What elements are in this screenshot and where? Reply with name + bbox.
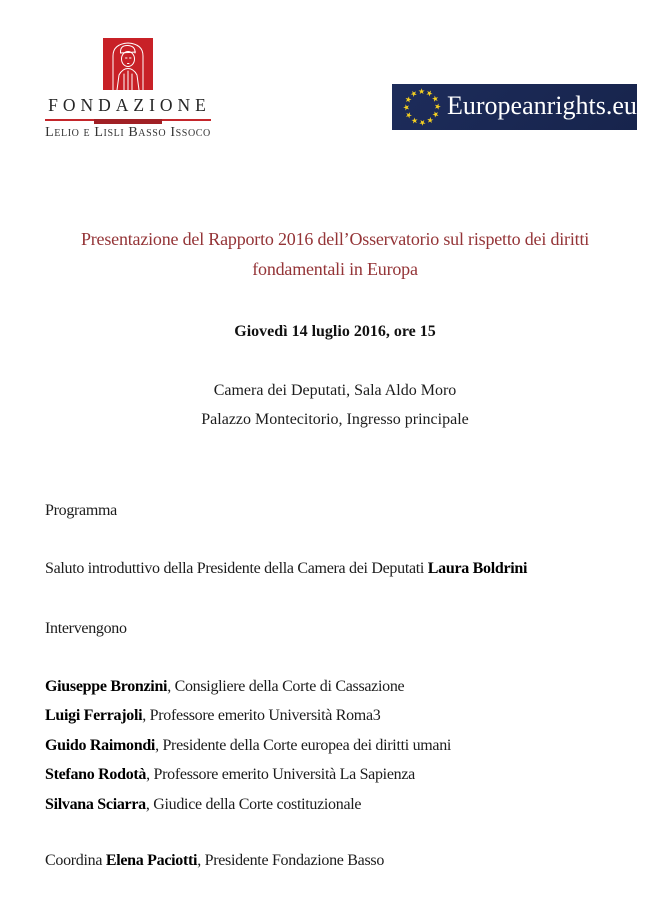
- speaker-row: [45, 672, 640, 701]
- event-date: Giovedì 14 luglio 2016, ore 15: [234, 323, 436, 340]
- europeanrights-logo: [392, 84, 637, 130]
- fondazione-portrait-emblem-icon: [103, 38, 153, 90]
- speaker-role: , Presidente della Corte europea dei diritti umani: [155, 736, 452, 754]
- speaker-row: [45, 731, 640, 760]
- fondazione-basso-logo: [45, 38, 211, 141]
- speaker-name: Giuseppe Bronzini: [45, 678, 168, 695]
- eu-star-icon: ★: [409, 114, 420, 127]
- eu-star-icon: ★: [408, 88, 420, 100]
- fondazione-wordmark: FONDAZIONE: [48, 95, 211, 115]
- venue-line-2: Palazzo Montecitorio, Ingresso principale: [201, 411, 469, 428]
- event-title-line1: Presentazione del Rapporto 2016 dell’Osservatorio sul rispetto dei diritti: [80, 229, 590, 249]
- event-title: [0, 224, 670, 284]
- eu-star-icon: ★: [424, 87, 435, 100]
- greeting-speaker-name: Laura Boldrini: [427, 560, 528, 577]
- speaker-role: , Professore emerito Università La Sapienza: [146, 766, 415, 784]
- speaker-name: Stefano Rodotà: [45, 766, 147, 784]
- europeanrights-logo-text: Europeanrights.eu: [447, 90, 637, 120]
- eu-star-icon: ★: [424, 114, 436, 126]
- coordinator-suffix: , Presidente Fondazione Basso: [197, 852, 385, 869]
- fondazione-rule-accent: [94, 119, 162, 124]
- speaker-row: [45, 701, 640, 730]
- eu-star-icon: ★: [418, 87, 426, 96]
- coordinator-name: Elena Paciotti: [105, 852, 198, 869]
- eu-star-icon: ★: [429, 109, 442, 120]
- coordinator-line: [45, 852, 384, 870]
- fondazione-subtitle: Lelio e Lisli Basso Issoco: [45, 125, 211, 140]
- greeting-text: Saluto introduttivo della Presidente della Camera dei Deputati: [45, 560, 428, 577]
- speakers-list: [45, 672, 640, 819]
- speaker-role: , Consigliere della Corte di Cassazione: [167, 678, 405, 695]
- speaker-name: Guido Raimondi: [45, 736, 156, 754]
- speaker-name: Silvana Sciarra: [45, 795, 146, 813]
- eu-star-icon: ★: [402, 103, 411, 111]
- speaker-row: [45, 790, 640, 819]
- eu-star-icon: ★: [418, 118, 426, 127]
- speakers-heading: Intervengono: [45, 620, 127, 637]
- fondazione-rule: [45, 119, 211, 121]
- eu-star-icon: ★: [403, 109, 415, 121]
- program-heading: Programma: [45, 502, 117, 519]
- speaker-role: , Professore emerito Università Roma3: [142, 707, 381, 725]
- greeting-line: [45, 560, 527, 578]
- speaker-role: , Giudice della Corte costituzionale: [145, 795, 362, 813]
- event-title-line2: fondamentali in Europa: [252, 259, 418, 279]
- venue-line-1: Camera dei Deputati, Sala Aldo Moro: [213, 382, 457, 399]
- speaker-row: [45, 760, 640, 789]
- speaker-name: Luigi Ferrajoli: [45, 707, 143, 725]
- eu-star-icon: ★: [429, 93, 441, 105]
- eu-star-icon: ★: [402, 94, 415, 105]
- coordinator-prefix: Coordina: [45, 852, 106, 869]
- eu-star-icon: ★: [433, 103, 442, 111]
